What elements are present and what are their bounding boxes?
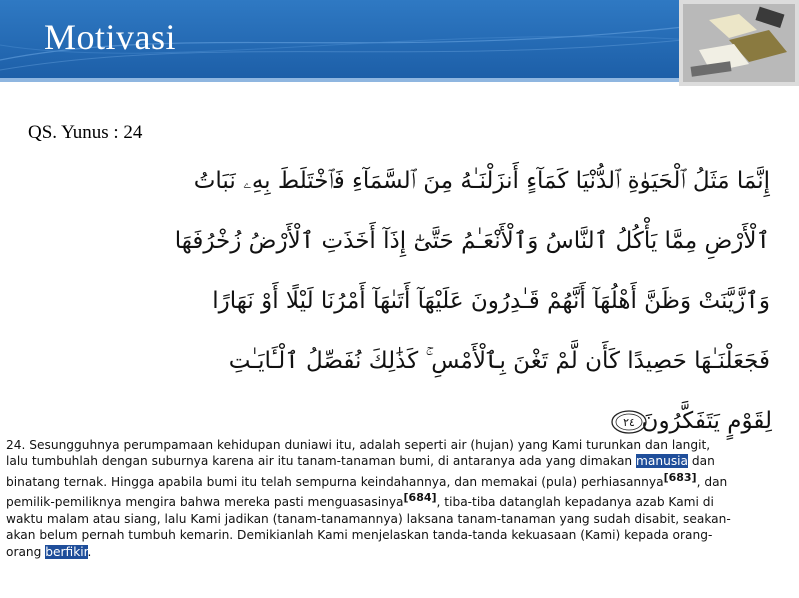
translation-line [6,470,792,490]
translation-text: , tiba-tiba datanglah kepadanya azab Kami di [436,495,714,510]
ayah-number: ٢٤ [623,416,635,429]
translation-text: . [87,544,92,559]
translation-text: lalu tumbuhlah dengan suburnya karena air itu tanam-tanaman bumi, di antaranya ada yang dimakan [6,454,633,469]
translation-text: , dan [696,474,728,489]
selected-word[interactable]: berfikir [45,544,88,559]
verse-translation [6,437,792,560]
translation-line: waktu malam atau siang, lalu Kami jadikan (tanam-tanamannya) laksana tanam-tanaman yang sudah disabit, seakan- [6,511,731,526]
translation-line [6,453,792,469]
arabic-verse-line: ٱلْأَرْضِ مِمَّا يَأْكُلُ ٱلنَّاسُ وَٱلْأَنْعَـٰمُ حَتَّىٰٓ إِذَآ أَخَذَتِ ٱلْأَرْضُ زُخْرُفَهَا [174,228,770,254]
translation-line: 24. Sesungguhnya perumpamaan kehidupan duniawi itu, adalah seperti air (hujan) yang Kami turunkan dan langit, [6,438,711,452]
slide-title: Motivasi [44,17,177,57]
translation-line [6,490,792,510]
arabic-verse-line: إِنَّمَا مَثَلُ ٱلْحَيَوٰةِ ٱلدُّنْيَا كَمَآءٍ أَنزَلْنَـٰهُ مِنَ ٱلسَّمَآءِ فَٱخْتَلَطَ بِهِۦ نَبَاتُ [193,168,770,194]
translation-text: orang [6,544,46,559]
decorative-photo-icon [679,0,799,86]
translation-line: akan belum pernah tumbuh kemarin. Demikianlah Kami menjelaskan tanda-tanda kekuasaan (Kami) kepada orang- [6,528,713,543]
arabic-verse-line: وَٱزَّيَّنَتْ وَظَنَّ أَهْلُهَآ أَنَّهُمْ قَـٰدِرُونَ عَلَيْهَآ أَتَىٰهَآ أَمْرُنَا لَيْلًا أَوْ نَهَارًا [212,288,770,314]
arabic-verse-line: فَجَعَلْنَـٰهَا حَصِيدًا كَأَن لَّمْ تَغْنَ بِٱلْأَمْسِ ۚ كَذَٰلِكَ نُفَصِّلُ ٱلْـَٔايَـٰتِ [228,348,770,374]
translation-text: pemilik-pemiliknya mengira bahwa mereka pasti menguasasinya [6,495,404,510]
translation-text: dan [688,454,715,469]
translation-line [6,544,792,560]
translation-text: binatang ternak. Hingga apabila bumi itu telah sempurna keindahannya, dan memakai (pula) perhiasannya [6,474,664,489]
surah-reference: QS. Yunus : 24 [28,122,143,143]
ayah-end-icon [610,409,648,435]
selected-word[interactable]: manusia [636,454,689,469]
footnote-ref[interactable]: [684] [403,491,437,505]
arabic-verse-line: لِقَوْمٍ يَتَفَكَّرُونَ [641,408,772,434]
footnote-ref[interactable]: [683] [663,470,697,484]
